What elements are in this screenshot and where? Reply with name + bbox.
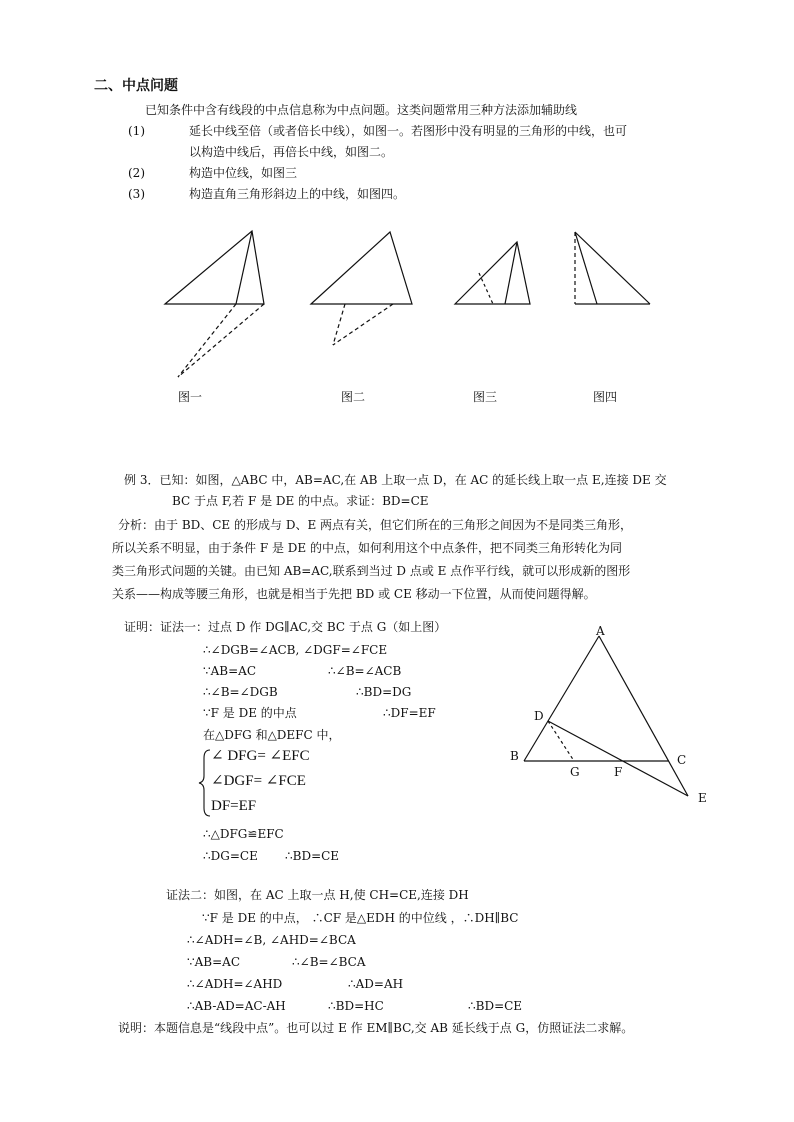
proof2-step-3b: ∴∠B=∠BCA	[292, 955, 366, 969]
method-2-text: 构造中位线，如图三	[189, 166, 298, 180]
method-1-text-cont: 以构造中线后，再倍长中线，如图二。	[189, 145, 394, 159]
figure-3-triangle	[455, 242, 530, 304]
figure-3-caption: 图三	[473, 390, 498, 404]
analysis-line-4: 关系——构成等腰三角形，也就是相当于先把 BD 或 CE 移动一下位置，从而使问题得解。	[112, 587, 596, 601]
proof2-header: 证法二：如图，在 AC 上取一点 H,使 CH=CE,连接 DH	[166, 888, 469, 902]
proof1-header: 证明：证法一：过点 D 作 DG∥AC,交 BC 于点 G（如上图）	[124, 620, 447, 634]
point-d-label: D	[534, 709, 544, 723]
figure-2-caption: 图二	[341, 390, 366, 404]
figure-1-caption: 图一	[178, 390, 203, 404]
figure-2-triangle	[311, 232, 412, 304]
point-f-label: F	[614, 765, 623, 779]
proof1-step-7b: ∴BD=CE	[285, 849, 340, 863]
figure-2-dashed-side	[333, 304, 393, 345]
proof1-step-5: 在△DFG 和△DEFC 中，	[203, 728, 341, 742]
proof2-step-4b: ∴AD=AH	[348, 977, 404, 991]
figure-3-inner-line	[505, 242, 517, 304]
note-text: 说明：本题信息是“线段中点”。也可以过 E 作 EM∥BC,交 AB 延长线于点 G，仿照证法二求解。	[118, 1021, 634, 1035]
point-a-label: A	[596, 624, 605, 638]
example-statement-cont: BC 于点 F,若 F 是 DE 的中点。求证：BD=CE	[172, 494, 429, 508]
proof1-step-3b: ∴BD=DG	[356, 685, 412, 699]
figure-1-extended-median	[178, 304, 236, 377]
method-3-text: 构造直角三角形斜边上的中线，如图四。	[189, 187, 406, 201]
proof1-step-2a: ∵AB=AC	[203, 664, 257, 678]
system-equation-3: DF=EF	[211, 798, 257, 814]
intro-text: 已知条件中含有线段的中点信息称为中点问题。这类问题常用三种方法添加辅助线	[145, 103, 578, 117]
analysis-line-2: 所以关系不明显，由于条件 F 是 DE 的中点，如何利用这个中点条件，把不同类三角形转化为同	[112, 541, 622, 555]
system-equation-2: ∠DGF= ∠FCE	[211, 773, 306, 789]
proof1-step-4a: ∵F 是 DE 的中点	[203, 706, 297, 720]
method-3-number: (3)	[128, 187, 145, 201]
proof2-step-5b: ∴BD=HC	[328, 999, 384, 1013]
figure-1-dashed-side	[178, 304, 264, 377]
proof2-step-5a: ∴AB-AD=AC-AH	[187, 999, 286, 1013]
proof2-step-4a: ∴∠ADH=∠AHD	[187, 977, 283, 991]
method-1-number: (1)	[128, 124, 145, 138]
method-figures	[0, 0, 794, 420]
proof1-step-1: ∴∠DGB=∠ACB, ∠DGF=∠FCE	[203, 643, 388, 657]
proof1-step-3a: ∴∠B=∠DGB	[203, 685, 278, 699]
figure-4-caption: 图四	[593, 390, 618, 404]
section-title: 二、中点问题	[94, 78, 178, 94]
segment-dg	[548, 721, 574, 761]
proof2-step-3a: ∵AB=AC	[187, 955, 241, 969]
method-2-number: (2)	[128, 166, 145, 180]
proof2-step-2: ∴∠ADH=∠B, ∠AHD=∠BCA	[187, 933, 356, 947]
side-ab	[524, 636, 599, 761]
side-ae	[599, 636, 688, 796]
proof2-step-5c: ∴BD=CE	[468, 999, 523, 1013]
proof1-step-6: ∴△DFG≌EFC	[203, 827, 284, 841]
analysis-line-1: 分析：由于 BD、CE 的形成与 D、E 两点有关，但它们所在的三角形之间因为不是同类三角形，	[118, 518, 633, 532]
proof1-step-2b: ∴∠B=∠ACB	[328, 664, 402, 678]
analysis-line-3: 类三角形式问题的关键。由已知 AB=AC,联系到当过 D 点或 E 点作平行线，就可以形成新的图形	[112, 564, 631, 578]
point-c-label: C	[677, 753, 687, 767]
proof1-step-4b: ∴DF=EF	[383, 706, 436, 720]
point-g-label: G	[570, 765, 580, 779]
example-statement: 例 3．已知：如图，△ABC 中，AB=AC,在 AB 上取一点 D，在 AC 的延长线上取一点 E,连接 DE 交	[124, 473, 667, 487]
proof1-step-7a: ∴DG=CE	[203, 849, 258, 863]
method-1-text: 延长中线至倍（或者倍长中线），如图一。若图形中没有明显的三角形的中线，也可	[189, 124, 628, 138]
system-equation-1: ∠ DFG= ∠EFC	[211, 748, 310, 764]
figure-2-dashed-median	[333, 304, 345, 345]
point-b-label: B	[510, 749, 519, 763]
point-e-label: E	[698, 791, 707, 805]
segment-de	[548, 721, 688, 796]
proof2-step-1: ∵F 是 DE 的中点， ∴CF 是△EDH 的中位线 ，∴DH∥BC	[202, 911, 519, 925]
